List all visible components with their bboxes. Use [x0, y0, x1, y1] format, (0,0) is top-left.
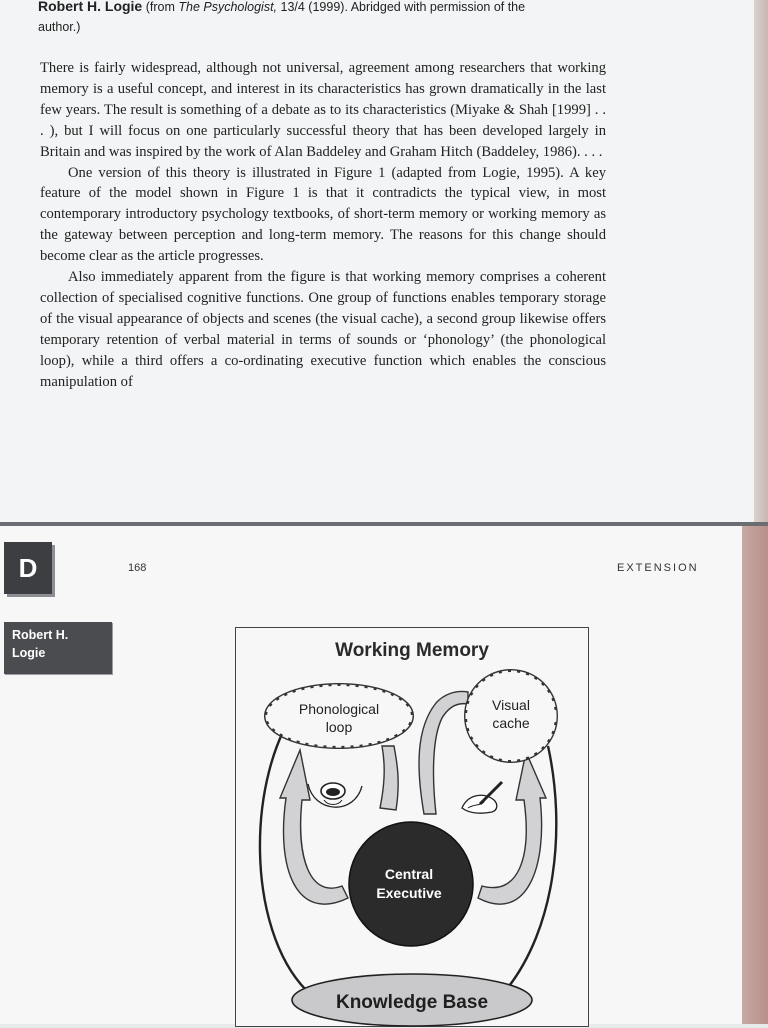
central-label: Executive [376, 885, 442, 901]
visual-label: cache [492, 715, 530, 731]
executive-visual-link [419, 691, 468, 814]
paragraph: One version of this theory is illustrated in Figure 1 (adapted from Logie, 1995). A key feature of the model shown in Figure 1 is that it contradicts the typical view, in most contemporary introductory psychology textbooks, of short-term memory or working memory as the gateway between perception and long-term memory. The reasons for this change should become clear as the article progresses. [40, 164, 606, 265]
phonological-arrow [280, 750, 348, 904]
executive-phonological-link [380, 746, 398, 810]
section-label: EXTENSION [617, 562, 699, 574]
author-tab [4, 622, 112, 674]
mouth-icon [308, 783, 362, 807]
paragraph: There is fairly widespread, although not universal, agreement among researchers that working memory is a useful concept, and interest in its characteristics has grown dramatically in the last few years. The result is something of a debate as to its characteristics (Miyake & Shah [1999] . . . ), but I will focus on one particularly successful theory that has been developed largely in Britain and was inspired by the work of Alan Baddeley and Graham Hitch (Baddeley, 1986). . . . [40, 60, 606, 160]
phonological-label: Phonological [298, 701, 380, 717]
citation-source: The Psychologist, [178, 0, 278, 14]
citation-details: 13/4 (1999). Abridged with permission of the [277, 0, 526, 14]
phonological-label: loop [325, 719, 353, 735]
page-number: 168 [128, 562, 147, 574]
knowledge-label: Knowledge Base [335, 992, 489, 1013]
author-tab-line: Logie [12, 646, 46, 660]
section-tab: D [4, 542, 52, 594]
central-label: Central [384, 866, 434, 882]
author-tab-line: Robert H. [12, 628, 69, 642]
page-edge [754, 0, 768, 522]
central-executive-node [349, 822, 473, 946]
visual-label: Visual [492, 697, 530, 713]
visual-arrow [478, 752, 546, 904]
citation-header [38, 0, 618, 37]
citation-details-line2: author.) [38, 20, 81, 34]
working-memory-figure [235, 627, 589, 1027]
writing-hand-icon [462, 782, 502, 813]
working-memory-diagram [236, 628, 590, 1028]
figure-title: Working Memory [335, 640, 489, 661]
author-name: Robert H. Logie [38, 0, 143, 14]
article-body [40, 58, 606, 393]
citation-from: (from [145, 0, 179, 14]
page-edge [742, 526, 768, 1024]
paragraph: Also immediately apparent from the figure is that working memory comprises a coherent collection of specialised cognitive functions. One group of functions enables temporary storage of the visual appearance of objects and scenes (the visual cache), a second group likewise offers temporary retention of verbal material in terms of sounds or ‘phonology’ (the phonological loop), while a third offers a co-ordinating executive function which enables the conscious manipulation of [40, 269, 606, 390]
